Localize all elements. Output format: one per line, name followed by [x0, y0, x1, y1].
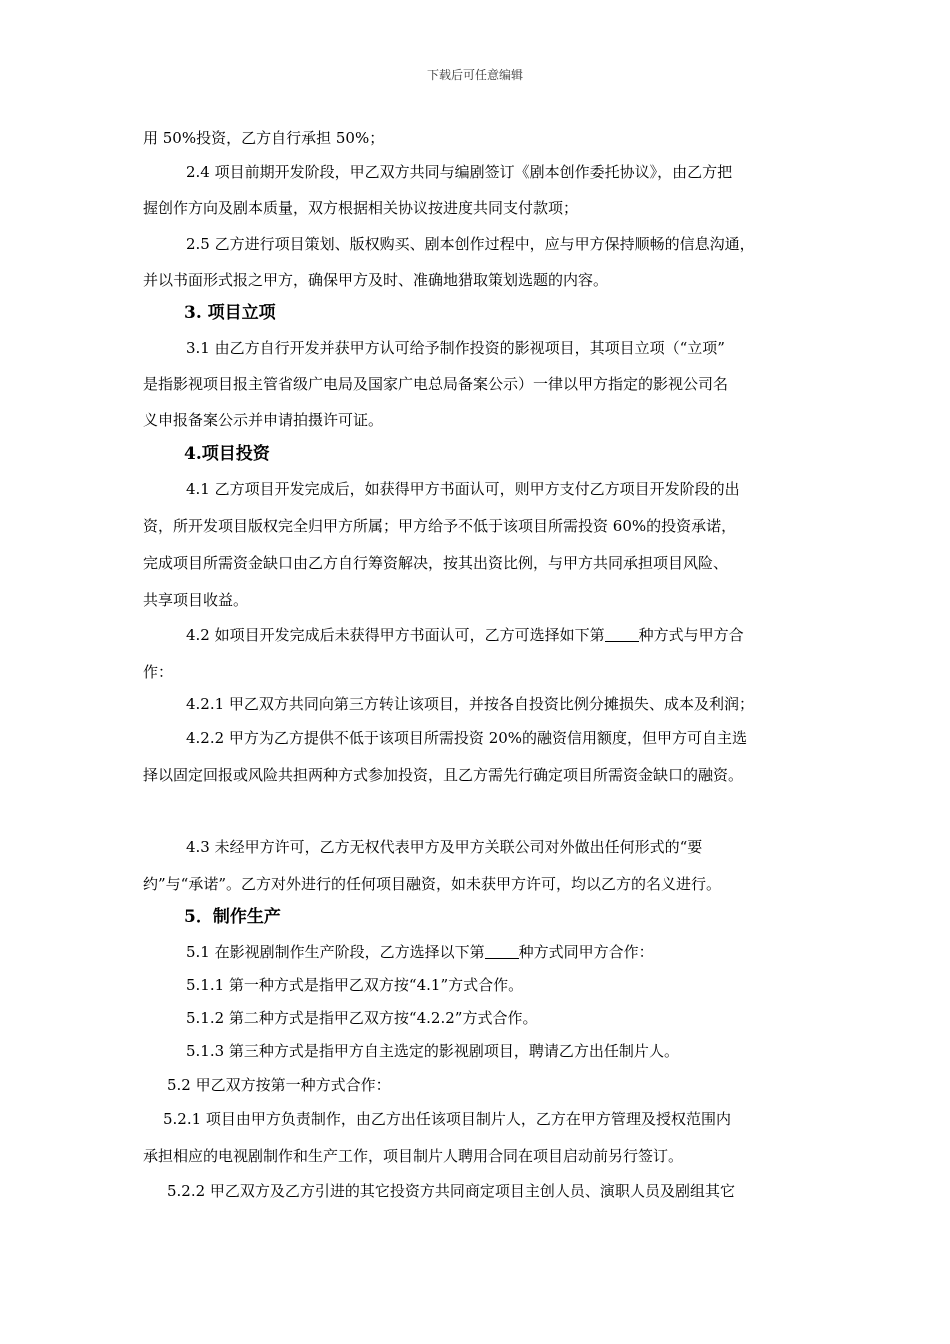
- paragraph-line: 义申报备案公示并申请拍摄许可证。: [143, 411, 384, 429]
- fill-in-blank: [605, 627, 639, 642]
- paragraph-line: 共享项目收益。: [143, 591, 249, 609]
- paragraph-line: 4.1 乙方项目开发完成后，如获得甲方书面认可，则甲方支付乙方项目开发阶段的出: [186, 480, 740, 498]
- line-text-after-blank: 种方式同甲方合作：: [518, 943, 654, 961]
- paragraph-line: 5.2.2 甲乙双方及乙方引进的其它投资方共同商定项目主创人员、演职人员及剧组其它: [167, 1182, 735, 1200]
- paragraph-line: 2.5 乙方进行项目策划、版权购买、剧本创作过程中，应与甲方保持顺畅的信息沟通，: [186, 235, 755, 253]
- paragraph-line-with-blank: [186, 625, 744, 645]
- paragraph-line: 并以书面形式报之甲方，确保甲方及时、准确地猎取策划选题的内容。: [143, 271, 609, 289]
- paragraph-line-with-blank: [186, 942, 654, 962]
- paragraph-line: 5.1.2 第二种方式是指甲乙双方按“4.2.2”方式合作。: [186, 1009, 538, 1027]
- paragraph-line: 用 50%投资，乙方自行承担 50%；: [143, 129, 385, 147]
- paragraph-line: 2.4 项目前期开发阶段，甲乙双方共同与编剧签订《剧本创作委托协议》，由乙方把: [186, 163, 733, 181]
- line-text-before-blank: 5.1 在影视剧制作生产阶段，乙方选择以下第: [186, 943, 485, 961]
- line-text-after-blank: 种方式与甲方合: [638, 626, 744, 644]
- paragraph-line: 择以固定回报或风险共担两种方式参加投资，且乙方需先行确定项目所需资金缺口的融资。: [143, 766, 744, 784]
- page-header: 下载后可任意编辑: [426, 68, 523, 82]
- paragraph-line: 5.1.1 第一种方式是指甲乙双方按“4.1”方式合作。: [186, 976, 524, 994]
- section-heading: 4.项目投资: [184, 444, 270, 464]
- line-text-before-blank: 4.2 如项目开发完成后未获得甲方书面认可，乙方可选择如下第: [186, 626, 605, 644]
- fill-in-blank: [485, 944, 519, 959]
- paragraph-line: 资，所开发项目版权完全归甲方所属；甲方给予不低于该项目所需投资 60%的投资承诺，: [143, 517, 737, 535]
- paragraph-line: 4.2.2 甲方为乙方提供不低于该项目所需投资 20%的融资信用额度，但甲方可自主选: [186, 729, 748, 747]
- paragraph-line: 4.3 未经甲方许可，乙方无权代表甲方及甲方关联公司对外做出任何形式的“要: [186, 838, 703, 856]
- paragraph-line: 4.2.1 甲乙双方共同向第三方转让该项目，并按各自投资比例分摊损失、成本及利润；: [186, 695, 754, 713]
- paragraph-line: 约”与“承诺”。乙方对外进行的任何项目融资，如未获甲方许可，均以乙方的名义进行。: [143, 875, 722, 893]
- section-heading: 3. 项目立项: [184, 303, 276, 323]
- paragraph-line: 5.2.1 项目由甲方负责制作，由乙方出任该项目制片人，乙方在甲方管理及授权范围内: [163, 1110, 731, 1128]
- paragraph-line: 承担相应的电视剧制作和生产工作，项目制片人聘用合同在项目启动前另行签订。: [143, 1147, 684, 1165]
- paragraph-line: 5.2 甲乙双方按第一种方式合作：: [167, 1076, 391, 1094]
- paragraph-line: 完成项目所需资金缺口由乙方自行筹资解决，按其出资比例，与甲方共同承担项目风险、: [143, 554, 729, 572]
- paragraph-line: 3.1 由乙方自行开发并获甲方认可给予制作投资的影视项目，其项目立项（“立项”: [186, 339, 725, 357]
- section-heading: 5．制作生产: [184, 907, 281, 927]
- paragraph-line: 5.1.3 第三种方式是指甲方自主选定的影视剧项目，聘请乙方出任制片人。: [186, 1042, 679, 1060]
- paragraph-line: 是指影视项目报主管省级广电局及国家广电总局备案公示）一律以甲方指定的影视公司名: [143, 375, 729, 393]
- paragraph-line: 握创作方向及剧本质量，双方根据相关协议按进度共同支付款项；: [143, 199, 579, 217]
- paragraph-line: 作：: [143, 663, 174, 681]
